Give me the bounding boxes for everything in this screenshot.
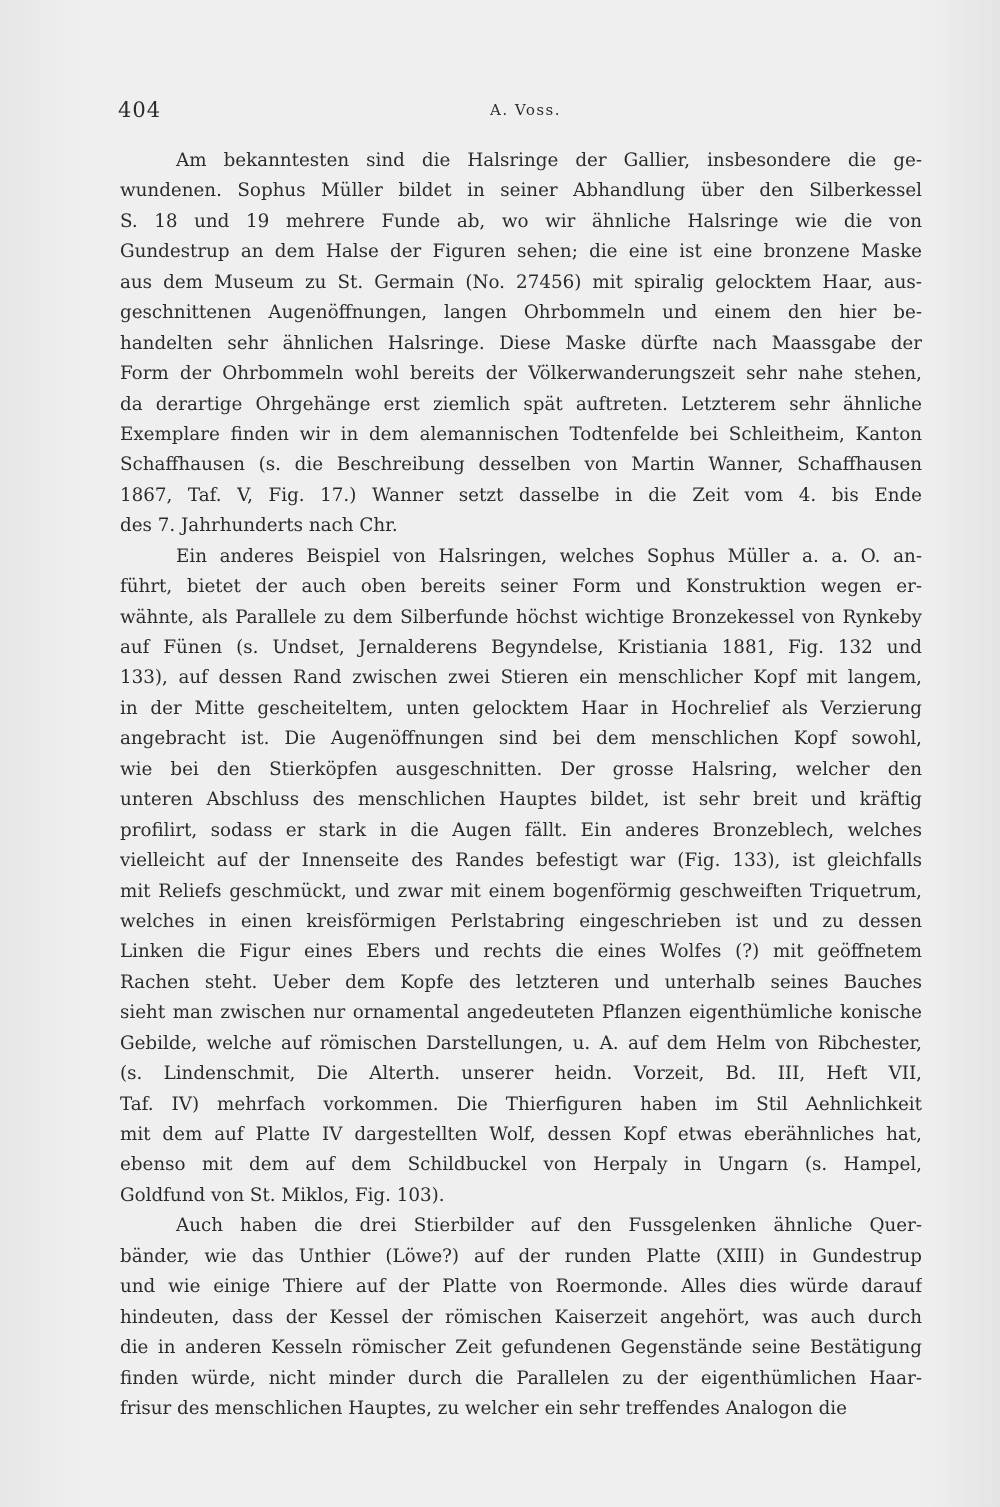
- text-line: vielleicht auf der Innenseite des Randes befestigt war (Fig. 133), ist gleichfalls: [120, 850, 922, 872]
- text-line: Exemplare finden wir in dem alemannischen Todtenfelde bei Schleitheim, Kanton: [120, 423, 922, 445]
- paragraph: [120, 542, 922, 1212]
- text-line: frisur des menschlichen Hauptes, zu welcher ein sehr treffendes Analogon die: [120, 1397, 847, 1419]
- text-line: Schaffhausen (s. die Beschreibung desselben von Martin Wanner, Schaffhausen: [120, 454, 922, 476]
- text-line: Am bekanntesten sind die Halsringe der Gallier, insbesondere die ge-: [176, 150, 922, 171]
- paragraph: [120, 146, 922, 542]
- text-line: welches in einen kreisförmigen Perlstabring eingeschrieben ist und zu dessen: [120, 910, 922, 932]
- text-line: und wie einige Thiere auf der Platte von Roermonde. Alles dies würde darauf: [120, 1276, 922, 1298]
- text-line: mit Reliefs geschmückt, und zwar mit einem bogenförmig geschweiften Triquetrum,: [120, 880, 922, 902]
- paragraph: [120, 1211, 922, 1424]
- text-line: 1867, Taf. V, Fig. 17.) Wanner setzt dasselbe in die Zeit vom 4. bis Ende: [120, 484, 922, 506]
- text-line: mit dem auf Platte IV dargestellten Wolf, dessen Kopf etwas eberähnliches hat,: [120, 1124, 922, 1145]
- text-line: unteren Abschluss des menschlichen Hauptes bildet, ist sehr breit und kräftig: [120, 789, 922, 811]
- running-head: A. Voss.: [490, 101, 562, 119]
- text-line: die in anderen Kesseln römischer Zeit gefundenen Gegenstände seine Bestätigung: [120, 1337, 922, 1359]
- text-line: Ein anderes Beispiel von Halsringen, welches Sophus Müller a. a. O. an-: [176, 545, 922, 567]
- text-line: angebracht ist. Die Augenöffnungen sind bei dem menschlichen Kopf sowohl,: [120, 728, 922, 750]
- text-line: 133), auf dessen Rand zwischen zwei Stieren ein menschlicher Kopf mit langem,: [120, 667, 922, 689]
- page-number: 404: [118, 98, 162, 122]
- text-line: führt, bietet der auch oben bereits seiner Form und Konstruktion wegen er-: [120, 576, 922, 598]
- text-line: Goldfund von St. Miklos, Fig. 103).: [120, 1184, 445, 1206]
- text-line: Rachen steht. Ueber dem Kopfe des letzteren und unterhalb seines Bauches: [120, 971, 922, 993]
- text-line: in der Mitte gescheiteltem, unten gelocktem Haar in Hochrelief als Verzierung: [120, 697, 922, 719]
- text-line: ebenso mit dem auf dem Schildbuckel von Herpaly in Ungarn (s. Hampel,: [120, 1154, 922, 1176]
- text-line: handelten sehr ähnlichen Halsringe. Diese Maske dürfte nach Maassgabe der: [120, 332, 922, 354]
- text-line: (s. Lindenschmit, Die Alterth. unserer heidn. Vorzeit, Bd. III, Heft VII,: [120, 1063, 922, 1085]
- page-header: [118, 98, 920, 128]
- text-line: hindeuten, dass der Kessel der römischen Kaiserzeit angehört, was auch durch: [120, 1306, 922, 1328]
- text-line: finden würde, nicht minder durch die Parallelen zu der eigenthümlichen Haar-: [120, 1367, 922, 1389]
- text-line: wie bei den Stierköpfen ausgeschnitten. Der grosse Halsring, welcher den: [120, 758, 922, 780]
- body-text: [120, 146, 922, 1424]
- text-line: profilirt, sodass er stark in die Augen fällt. Ein anderes Bronzeblech, welches: [120, 819, 922, 841]
- text-line: wundenen. Sophus Müller bildet in seiner Abhandlung über den Silberkessel: [120, 180, 922, 202]
- text-line: wähnte, als Parallele zu dem Silberfunde höchst wichtige Bronzekessel von Rynkeby: [120, 606, 922, 628]
- text-line: Taf. IV) mehrfach vorkommen. Die Thierfiguren haben im Stil Aehnlichkeit: [120, 1093, 922, 1115]
- text-line: Gebilde, welche auf römischen Darstellungen, u. A. auf dem Helm von Ribchester,: [120, 1032, 922, 1054]
- text-line: da derartige Ohrgehänge erst ziemlich spät auftreten. Letzterem sehr ähnliche: [120, 393, 922, 415]
- text-line: Gundestrup an dem Halse der Figuren sehen; die eine ist eine bronzene Maske: [120, 241, 922, 263]
- text-line: S. 18 und 19 mehrere Funde ab, wo wir ähnliche Halsringe wie die von: [120, 210, 922, 232]
- text-line: auf Fünen (s. Undset, Jernalderens Begyndelse, Kristiania 1881, Fig. 132 und: [120, 637, 922, 658]
- text-line: sieht man zwischen nur ornamental angedeuteten Pflanzen eigenthümliche konische: [120, 1002, 922, 1024]
- text-line: bänder, wie das Unthier (Löwe?) auf der runden Platte (XIII) in Gundestrup: [120, 1245, 922, 1267]
- text-line: Linken die Figur eines Ebers und rechts die eines Wolfes (?) mit geöffnetem: [120, 941, 922, 963]
- text-line: aus dem Museum zu St. Germain (No. 27456) mit spiralig gelocktem Haar, aus-: [120, 271, 922, 293]
- text-line: geschnittenen Augenöffnungen, langen Ohrbommeln und einem den hier be-: [120, 302, 922, 324]
- text-line: Auch haben die drei Stierbilder auf den Fussgelenken ähnliche Quer-: [176, 1215, 922, 1237]
- text-line: Form der Ohrbommeln wohl bereits der Völkerwanderungszeit sehr nahe stehen,: [120, 363, 922, 385]
- text-line: des 7. Jahrhunderts nach Chr.: [120, 515, 398, 537]
